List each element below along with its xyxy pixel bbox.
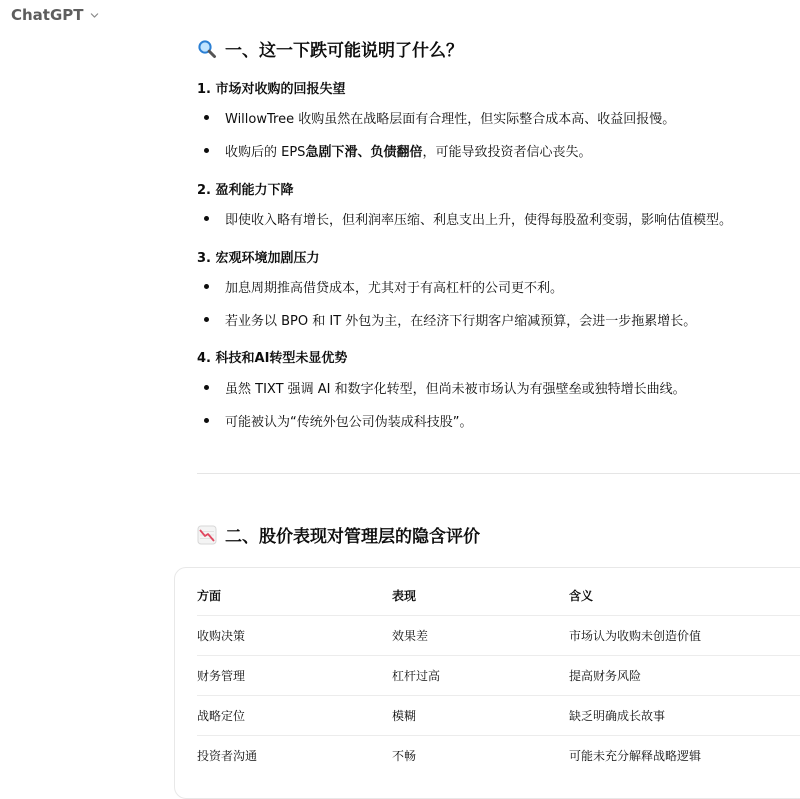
table-cell: 收购决策: [197, 628, 246, 643]
model-selector[interactable]: [11, 4, 99, 26]
chevron-down-icon: [90, 11, 99, 20]
magnifier-icon: [197, 39, 217, 59]
bullet-dot: [204, 317, 209, 322]
table-cell: 提高财务风险: [569, 668, 642, 683]
table-cell: 投资者沟通: [197, 748, 258, 763]
section1-heading: [197, 36, 463, 61]
list-item: 即使收入略有增长，但利润率压缩、利息支出上升，使得每股盈利变弱，影响估值模型。: [204, 209, 732, 228]
subheading: 4. 科技和AI转型未显优势: [197, 351, 348, 366]
column-header: 表现: [392, 588, 417, 603]
app-title: ChatGPT: [11, 6, 84, 24]
subheading: 1. 市场对收购的回报失望: [197, 82, 346, 97]
list-item: 若业务以 BPO 和 IT 外包为主，在经济下行期客户缩减预算，会进一步拖累增长。: [204, 310, 696, 329]
list-item: 可能被认为“传统外包公司伪装成科技股”。: [204, 411, 472, 430]
section1-heading-text: 一、这一下跌可能说明了什么？: [225, 41, 463, 61]
table-cell: 效果差: [392, 628, 429, 643]
column-header: 方面: [197, 588, 222, 603]
column-header: 含义: [569, 588, 594, 603]
table-cell: 模糊: [392, 708, 417, 723]
bullet-dot: [204, 216, 209, 221]
bullet-dot: [204, 385, 209, 390]
subheading: 2. 盈利能力下降: [197, 183, 294, 198]
table-cell: 不畅: [392, 748, 417, 763]
bullet-dot: [204, 115, 209, 120]
bullet-dot: [204, 148, 209, 153]
table-cell: 市场认为收购未创造价值: [569, 628, 702, 643]
bullet-dot: [204, 418, 209, 423]
table-cell: 财务管理: [197, 668, 246, 683]
subheading: 3. 宏观环境加剧压力: [197, 251, 320, 266]
bullet-dot: [204, 284, 209, 289]
table-row: [197, 735, 800, 775]
table-header-row: [197, 575, 800, 616]
table-cell: 缺乏明确成长故事: [569, 708, 666, 723]
table-cell: 可能未充分解释战略逻辑: [569, 748, 702, 763]
table-row: [197, 655, 800, 696]
section2-heading: [197, 522, 480, 547]
chart-decreasing-icon: [197, 525, 217, 545]
table-row: [197, 615, 800, 656]
list-item: 虽然 TIXT 强调 AI 和数字化转型，但尚未被市场认为有强壁垒或独特增长曲线。: [204, 378, 686, 397]
divider: [197, 473, 800, 474]
list-item: 加息周期推高借贷成本，尤其对于有高杠杆的公司更不利。: [204, 277, 563, 296]
section2-heading-text: 二、股价表现对管理层的隐含评价: [225, 527, 480, 547]
table-cell: 战略定位: [197, 708, 246, 723]
list-item: 收购后的 EPS 急剧下滑 、 负债翻倍 ，可能导致投资者信心丧失。: [204, 141, 592, 160]
table-row: [197, 695, 800, 736]
table-cell: 杠杆过高: [392, 668, 441, 683]
list-item: WillowTree 收购虽然在战略层面有合理性，但实际整合成本高、收益回报慢。: [204, 108, 675, 127]
